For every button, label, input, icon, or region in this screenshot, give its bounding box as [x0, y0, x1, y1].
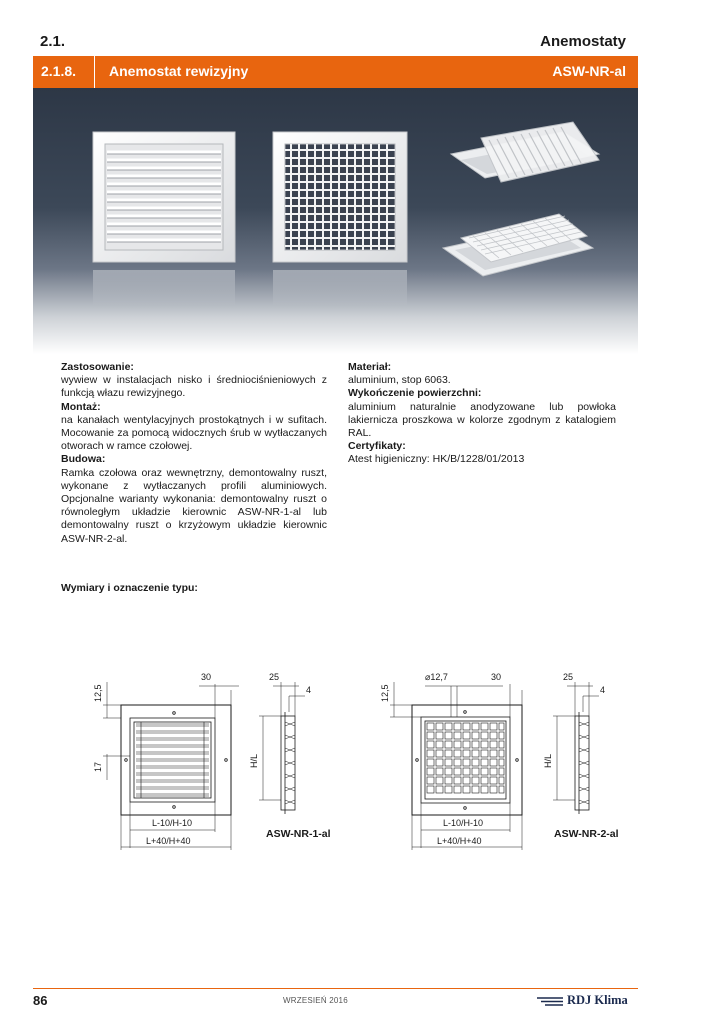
d2-frame-width-label: 30 — [491, 672, 502, 682]
budowa-label: Budowa: — [61, 453, 106, 466]
brand-name: RDJ Klima — [567, 993, 628, 1007]
d2-diameter-label: ⌀12,7 — [425, 672, 448, 682]
d1-side-offset-label: 17 — [93, 761, 103, 772]
material-label: Materiał: — [348, 361, 392, 373]
page-number: 86 — [33, 993, 48, 1008]
subsection-number: 2.1.8. — [41, 63, 77, 79]
section-title: Anemostaty — [540, 33, 626, 50]
brand-logo-icon — [537, 996, 565, 1008]
d1-model-label: ASW-NR-1-al — [266, 828, 331, 840]
certyfikaty-label: Certyfikaty: — [348, 440, 406, 453]
montaz-text: na kanałach wentylacyjnych prostokątnych i w sufitach. Mocowanie za pomocą widocznych śrub w wytłaczanych otworach w ramce czołowej. — [61, 413, 327, 453]
certyfikaty-text: Atest higieniczny: HK/B/1228/01/2013 — [348, 453, 525, 466]
d2-side-depth-label: 25 — [563, 672, 574, 682]
d2-outer-dim-label: L+40/H+40 — [437, 836, 482, 846]
d1-frame-width-label: 30 — [201, 672, 212, 682]
d1-inner-dim-label: L-10/H-10 — [152, 818, 193, 828]
d2-top-offset-label: 12,5 — [380, 684, 390, 702]
grille-parallel-image — [93, 132, 235, 306]
grille-open-parallel-image — [451, 122, 599, 182]
wykonczenie-text: aluminium naturalnie anodyzowane lub powłoka lakiernicza proszkowa w kolorze zgodnym z katalogiem RAL. — [348, 400, 616, 440]
zastosowanie-text: wywiew w instalacjach nisko i średniociśnieniowych z funkcją włazu rewizyjnego. — [61, 374, 327, 400]
technical-drawings — [33, 660, 638, 860]
d2-inner-dim-label: L-10/H-10 — [443, 818, 484, 828]
d2-model-label: ASW-NR-2-al — [554, 828, 619, 840]
right-description-column — [348, 361, 616, 467]
product-photo-graphic — [33, 88, 638, 354]
d2-side-lip-label: 4 — [600, 685, 606, 695]
left-description-column — [61, 361, 327, 546]
d1-top-offset-label: 12,5 — [93, 684, 103, 702]
zastosowanie-label: Zastosowanie: — [61, 361, 134, 373]
subsection-header-bar — [33, 56, 638, 88]
publication-date: WRZESIEŃ 2016 — [283, 996, 348, 1005]
d1-outer-dim-label: L+40/H+40 — [146, 836, 191, 846]
footer-divider — [33, 988, 638, 989]
section-number: 2.1. — [40, 33, 66, 50]
wykonczenie-label: Wykończenie powierzchni: — [348, 387, 482, 400]
d2-side-height-label: H/L — [543, 753, 553, 768]
d1-side-height-label: H/L — [249, 753, 259, 768]
grille-cross-image — [273, 132, 407, 306]
drawing-1-side-view — [259, 682, 305, 814]
material-text: aluminium, stop 6063. — [348, 374, 451, 387]
header-divider — [94, 56, 95, 88]
product-photo — [33, 88, 638, 354]
d1-side-lip-label: 4 — [306, 685, 312, 695]
drawing-2-side-view — [553, 682, 599, 814]
d1-side-depth-label: 25 — [269, 672, 280, 682]
montaz-label: Montaż: — [61, 400, 101, 413]
budowa-text: Ramka czołowa oraz wewnętrzny, demontowalny ruszt, wykonane z wytłaczanych profili aluminiowych. Opcjonalne warianty wykonania: demontowalny ruszt o równoległym układzie kierownic ASW-NR-1-al lub demontowalny ruszt o krzyżowym układzie kierownic ASW-NR-2-al. — [61, 466, 327, 545]
product-code: ASW-NR-al — [552, 63, 626, 79]
dimensions-title: Wymiary i oznaczenie typu: — [61, 582, 198, 594]
subsection-title: Anemostat rewizyjny — [109, 63, 249, 79]
grille-open-cross-image — [443, 214, 593, 276]
